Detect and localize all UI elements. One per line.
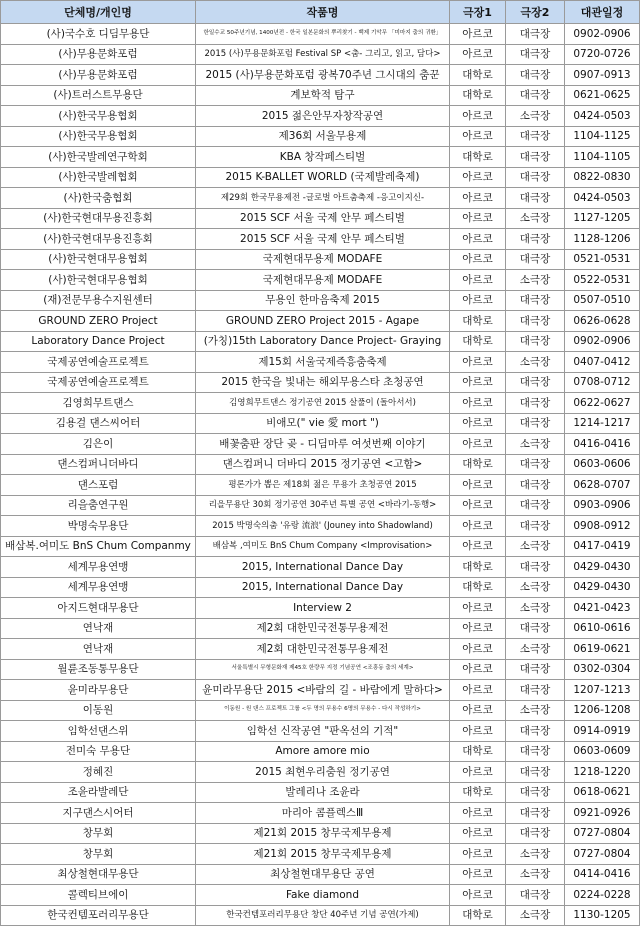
theater-2-cell: 대극장: [506, 167, 565, 188]
theater-1-cell: 대학로: [450, 454, 506, 475]
organization-cell: (사)무용문화포럼: [1, 44, 196, 65]
work-title-cell: 무용인 한마음축제 2015: [196, 290, 450, 311]
organization-cell: 박명숙무용단: [1, 516, 196, 537]
table-row: [1, 454, 640, 475]
table-row: [1, 229, 640, 250]
theater-1-cell: 아르코: [450, 126, 506, 147]
table-row: [1, 782, 640, 803]
work-title-cell: KBA 창작페스티벌: [196, 147, 450, 168]
rental-dates-cell: 1206-1208: [565, 700, 640, 721]
work-title-cell: 제21회 2015 창무국제무용제: [196, 844, 450, 865]
rental-dates-cell: 0603-0609: [565, 741, 640, 762]
table-row: [1, 885, 640, 906]
theater-2-cell: 대극장: [506, 126, 565, 147]
theater-2-cell: 대극장: [506, 85, 565, 106]
theater-2-cell: 소극장: [506, 208, 565, 229]
rental-dates-cell: 1104-1125: [565, 126, 640, 147]
rental-dates-cell: 0610-0616: [565, 618, 640, 639]
header-work-title: 작품명: [196, 1, 450, 24]
rental-dates-cell: 1218-1220: [565, 762, 640, 783]
work-title-cell: 제36회 서울무용제: [196, 126, 450, 147]
organization-cell: 전미숙 무용단: [1, 741, 196, 762]
table-row: [1, 721, 640, 742]
theater-1-cell: 아르코: [450, 229, 506, 250]
work-title-cell: 배삼복 ,여미도 BnS Chum Company <Improvisation>: [196, 536, 450, 557]
rental-dates-cell: 0429-0430: [565, 577, 640, 598]
table-row: [1, 741, 640, 762]
organization-cell: 김은이: [1, 434, 196, 455]
organization-cell: 임학선댄스위: [1, 721, 196, 742]
rental-dates-cell: 0822-0830: [565, 167, 640, 188]
theater-2-cell: 대극장: [506, 721, 565, 742]
organization-cell: 국제공연예술프로젝트: [1, 352, 196, 373]
organization-cell: (사)한국현대무용진흥회: [1, 229, 196, 250]
rental-dates-cell: 1104-1105: [565, 147, 640, 168]
organization-cell: Laboratory Dance Project: [1, 331, 196, 352]
theater-2-cell: 소극장: [506, 598, 565, 619]
theater-1-cell: 아르코: [450, 413, 506, 434]
table-row: [1, 905, 640, 926]
rental-dates-cell: 0727-0804: [565, 823, 640, 844]
organization-cell: (사)한국춤협회: [1, 188, 196, 209]
theater-1-cell: 대학로: [450, 557, 506, 578]
organization-cell: (사)한국무용협회: [1, 106, 196, 127]
theater-1-cell: 대학로: [450, 311, 506, 332]
theater-1-cell: 대학로: [450, 577, 506, 598]
organization-cell: 콜렉티브에이: [1, 885, 196, 906]
organization-cell: 댄스컴퍼니더바디: [1, 454, 196, 475]
theater-1-cell: 아르코: [450, 208, 506, 229]
theater-2-cell: 대극장: [506, 475, 565, 496]
work-title-cell: 국제현대무용제 MODAFE: [196, 270, 450, 291]
theater-2-cell: 대극장: [506, 229, 565, 250]
organization-cell: (사)국수호 디딤무용단: [1, 24, 196, 45]
theater-1-cell: 대학로: [450, 147, 506, 168]
organization-cell: (사)한국현대무용협회: [1, 270, 196, 291]
table-row: [1, 598, 640, 619]
work-title-cell: GROUND ZERO Project 2015 - Agape: [196, 311, 450, 332]
theater-2-cell: 소극장: [506, 352, 565, 373]
theater-2-cell: 대극장: [506, 782, 565, 803]
theater-1-cell: 대학로: [450, 741, 506, 762]
work-title-cell: 제15회 서울국제즉흥춤축제: [196, 352, 450, 373]
theater-2-cell: 대극장: [506, 885, 565, 906]
rental-dates-cell: 1207-1213: [565, 680, 640, 701]
rental-dates-cell: 0619-0621: [565, 639, 640, 660]
rental-dates-cell: 0902-0906: [565, 24, 640, 45]
theater-1-cell: 아르코: [450, 167, 506, 188]
theater-1-cell: 아르코: [450, 372, 506, 393]
organization-cell: 배삼복.여미도 BnS Chum Companmy: [1, 536, 196, 557]
table-row: [1, 393, 640, 414]
theater-1-cell: 아르코: [450, 885, 506, 906]
theater-2-cell: 소극장: [506, 700, 565, 721]
rental-dates-cell: 0417-0419: [565, 536, 640, 557]
table-row: [1, 823, 640, 844]
organization-cell: (사)한국발레연구학회: [1, 147, 196, 168]
rental-dates-cell: 0621-0625: [565, 85, 640, 106]
table-row: [1, 372, 640, 393]
theater-2-cell: 소극장: [506, 106, 565, 127]
rental-dates-cell: 1128-1206: [565, 229, 640, 250]
work-title-cell: 마리아 콤플렉스Ⅲ: [196, 803, 450, 824]
work-title-cell: (가칭)15th Laboratory Dance Project- Graying: [196, 331, 450, 352]
rental-dates-cell: 0302-0304: [565, 659, 640, 680]
organization-cell: (사)한국발레협회: [1, 167, 196, 188]
organization-cell: (재)전문무용수지원센터: [1, 290, 196, 311]
rental-dates-cell: 0708-0712: [565, 372, 640, 393]
theater-1-cell: 아르코: [450, 680, 506, 701]
table-row: [1, 618, 640, 639]
work-title-cell: Amore amore mio: [196, 741, 450, 762]
rental-dates-cell: 0626-0628: [565, 311, 640, 332]
organization-cell: 댄스포럼: [1, 475, 196, 496]
work-title-cell: 2015 (사)무용문화포럼 광복70주년 그시대의 춤꾼: [196, 65, 450, 86]
table-row: [1, 680, 640, 701]
table-row: [1, 167, 640, 188]
table-row: [1, 85, 640, 106]
theater-2-cell: 대극장: [506, 290, 565, 311]
organization-cell: 리을춤연구원: [1, 495, 196, 516]
work-title-cell: 2015 SCF 서울 국제 안무 페스티벌: [196, 229, 450, 250]
work-title-cell: 제2회 대한민국전통무용제전: [196, 639, 450, 660]
rental-dates-cell: 0424-0503: [565, 188, 640, 209]
work-title-cell: 2015, International Dance Day: [196, 577, 450, 598]
work-title-cell: Fake diamond: [196, 885, 450, 906]
table-row: [1, 434, 640, 455]
theater-2-cell: 대극장: [506, 823, 565, 844]
header-organization: 단체명/개인명: [1, 1, 196, 24]
work-title-cell: 2015 (사)무용문화포럼 Festival SP <춤- 그리고, 읽고, 담다>: [196, 44, 450, 65]
table-row: [1, 700, 640, 721]
theater-1-cell: 대학로: [450, 782, 506, 803]
organization-cell: (사)트러스트무용단: [1, 85, 196, 106]
theater-2-cell: 소극장: [506, 434, 565, 455]
table-row: [1, 311, 640, 332]
work-title-cell: 2015 박명숙의춤 '유랑 流浪' (Jouney into Shadowland): [196, 516, 450, 537]
table-row: [1, 659, 640, 680]
organization-cell: 연낙재: [1, 639, 196, 660]
theater-2-cell: 소극장: [506, 844, 565, 865]
organization-cell: 지구댄스시어터: [1, 803, 196, 824]
theater-2-cell: 대극장: [506, 454, 565, 475]
table-row: [1, 639, 640, 660]
organization-cell: 월륜조동통무용단: [1, 659, 196, 680]
theater-1-cell: 대학로: [450, 331, 506, 352]
organization-cell: 아지드현대무용단: [1, 598, 196, 619]
theater-1-cell: 아르코: [450, 434, 506, 455]
organization-cell: 창무회: [1, 844, 196, 865]
table-row: [1, 147, 640, 168]
work-title-cell: 윤미라무용단 2015 <바람의 길 - 바람에게 말하다>: [196, 680, 450, 701]
rental-dates-cell: 0416-0416: [565, 434, 640, 455]
theater-2-cell: 소극장: [506, 864, 565, 885]
organization-cell: 최상철현대무용단: [1, 864, 196, 885]
organization-cell: 세계무용연맹: [1, 557, 196, 578]
organization-cell: (사)무용문화포럼: [1, 65, 196, 86]
theater-2-cell: 대극장: [506, 495, 565, 516]
work-title-cell: 한국컨템포러리무용단 창단 40주년 기념 공연(가제): [196, 905, 450, 926]
theater-1-cell: 아르코: [450, 188, 506, 209]
rental-dates-cell: 0522-0531: [565, 270, 640, 291]
table-row: [1, 106, 640, 127]
theater-1-cell: 아르코: [450, 823, 506, 844]
organization-cell: 김용걸 댄스씨어터: [1, 413, 196, 434]
header-theater-1: 극장1: [450, 1, 506, 24]
table-row: [1, 844, 640, 865]
rental-dates-cell: 0421-0423: [565, 598, 640, 619]
table-row: [1, 290, 640, 311]
work-title-cell: 댄스컴퍼니 더바디 2015 정기공연 <고함>: [196, 454, 450, 475]
theater-2-cell: 대극장: [506, 393, 565, 414]
rental-dates-cell: 0618-0621: [565, 782, 640, 803]
theater-2-cell: 대극장: [506, 249, 565, 270]
theater-1-cell: 아르코: [450, 352, 506, 373]
theater-2-cell: 대극장: [506, 188, 565, 209]
organization-cell: (사)한국무용협회: [1, 126, 196, 147]
theater-1-cell: 아르코: [450, 721, 506, 742]
theater-1-cell: 아르코: [450, 639, 506, 660]
work-title-cell: 2015 K-BALLET WORLD (국제발레축제): [196, 167, 450, 188]
table-row: [1, 557, 640, 578]
table-row: [1, 864, 640, 885]
rental-dates-cell: 0603-0606: [565, 454, 640, 475]
theater-1-cell: 아르코: [450, 844, 506, 865]
header-row: [1, 1, 640, 24]
theater-2-cell: 소극장: [506, 536, 565, 557]
work-title-cell: 최상철현대무용단 공연: [196, 864, 450, 885]
organization-cell: 세계무용연맹: [1, 577, 196, 598]
theater-1-cell: 아르코: [450, 24, 506, 45]
rental-dates-cell: 0622-0627: [565, 393, 640, 414]
work-title-cell: 2015 한국을 빛내는 해외무용스타 초청공연: [196, 372, 450, 393]
table-row: [1, 270, 640, 291]
table-body: [1, 24, 640, 926]
rental-dates-cell: 0414-0416: [565, 864, 640, 885]
theater-2-cell: 대극장: [506, 618, 565, 639]
theater-2-cell: 대극장: [506, 372, 565, 393]
theater-1-cell: 아르코: [450, 536, 506, 557]
theater-1-cell: 아르코: [450, 106, 506, 127]
work-title-cell: 김영희무트댄스 정기공연 2015 살풀이 (돌아서서): [196, 393, 450, 414]
work-title-cell: 2015 젊은안무자창작공연: [196, 106, 450, 127]
rental-dates-cell: 1130-1205: [565, 905, 640, 926]
header-theater-2: 극장2: [506, 1, 565, 24]
theater-1-cell: 아르코: [450, 700, 506, 721]
work-title-cell: 한일수교 50주년기념, 1400년전 - 한국 일본문화의 뿌리찾기 - 백제 기악무 「미마지 춤의 귀환」: [196, 24, 450, 45]
theater-1-cell: 아르코: [450, 270, 506, 291]
theater-2-cell: 대극장: [506, 331, 565, 352]
rental-dates-cell: 0224-0228: [565, 885, 640, 906]
header-rental-dates: 대관일정: [565, 1, 640, 24]
work-title-cell: 서울특별시 무형문화재 제45호 한량무 지정 기념공연 <조흥동 춤의 세계>: [196, 659, 450, 680]
theater-1-cell: 아르코: [450, 290, 506, 311]
rental-dates-cell: 0628-0707: [565, 475, 640, 496]
work-title-cell: 이동원 - 원 댄스 프로젝트 그룹 <두 명의 무용수 6명의 무용수 - 다시 작성하기>: [196, 700, 450, 721]
theater-2-cell: 대극장: [506, 147, 565, 168]
rental-dates-cell: 0429-0430: [565, 557, 640, 578]
work-title-cell: 배꽃춤판 장단 곶 - 디딤마루 여섯번째 이야기: [196, 434, 450, 455]
theater-1-cell: 아르코: [450, 762, 506, 783]
table-row: [1, 495, 640, 516]
table-row: [1, 331, 640, 352]
organization-cell: 연낙재: [1, 618, 196, 639]
rental-dates-cell: 0902-0906: [565, 331, 640, 352]
rental-dates-cell: 0727-0804: [565, 844, 640, 865]
theater-2-cell: 대극장: [506, 741, 565, 762]
theater-2-cell: 소극장: [506, 270, 565, 291]
rental-dates-cell: 0720-0726: [565, 44, 640, 65]
work-title-cell: 리을무용단 30회 정기공연 30주년 특별 공연 <바라기-동행>: [196, 495, 450, 516]
rental-dates-cell: 0424-0503: [565, 106, 640, 127]
table-row: [1, 352, 640, 373]
theater-2-cell: 소극장: [506, 639, 565, 660]
theater-1-cell: 아르코: [450, 516, 506, 537]
table-row: [1, 475, 640, 496]
organization-cell: 이동원: [1, 700, 196, 721]
work-title-cell: 제2회 대한민국전통무용제전: [196, 618, 450, 639]
work-title-cell: 비애모(" vie 愛 mort "): [196, 413, 450, 434]
theater-2-cell: 대극장: [506, 413, 565, 434]
organization-cell: 창무회: [1, 823, 196, 844]
work-title-cell: 발레리나 조윤라: [196, 782, 450, 803]
organization-cell: (사)한국현대무용진흥회: [1, 208, 196, 229]
theater-2-cell: 대극장: [506, 557, 565, 578]
organization-cell: 조윤라발레단: [1, 782, 196, 803]
work-title-cell: 제29회 한국무용제전 -글로벌 아트춤축제 -응고이지신-: [196, 188, 450, 209]
table-row: [1, 126, 640, 147]
theater-1-cell: 아르코: [450, 495, 506, 516]
rental-dates-cell: 0407-0412: [565, 352, 640, 373]
theater-2-cell: 대극장: [506, 659, 565, 680]
table-row: [1, 65, 640, 86]
theater-1-cell: 아르코: [450, 864, 506, 885]
theater-2-cell: 소극장: [506, 577, 565, 598]
table-row: [1, 536, 640, 557]
theater-2-cell: 대극장: [506, 680, 565, 701]
theater-1-cell: 아르코: [450, 803, 506, 824]
work-title-cell: 계보학적 탐구: [196, 85, 450, 106]
work-title-cell: 제21회 2015 창무국제무용제: [196, 823, 450, 844]
table-row: [1, 44, 640, 65]
theater-1-cell: 아르코: [450, 475, 506, 496]
rental-dates-cell: 0907-0913: [565, 65, 640, 86]
work-title-cell: 2015 SCF 서울 국제 안무 페스티벌: [196, 208, 450, 229]
organization-cell: (사)한국현대무용협회: [1, 249, 196, 270]
work-title-cell: 2015 최현우리춤원 정기공연: [196, 762, 450, 783]
work-title-cell: 평론가가 뽑은 제18회 젊은 무용가 초청공연 2015: [196, 475, 450, 496]
theater-2-cell: 대극장: [506, 803, 565, 824]
table-row: [1, 762, 640, 783]
organization-cell: 김영희무트댄스: [1, 393, 196, 414]
theater-1-cell: 아르코: [450, 393, 506, 414]
table-row: [1, 24, 640, 45]
theater-2-cell: 대극장: [506, 311, 565, 332]
work-title-cell: 임학선 신작공연 "판옥선의 기적": [196, 721, 450, 742]
organization-cell: 정혜진: [1, 762, 196, 783]
theater-1-cell: 아르코: [450, 598, 506, 619]
theater-2-cell: 소극장: [506, 905, 565, 926]
theater-1-cell: 아르코: [450, 44, 506, 65]
organization-cell: 한국컨템포러리무용단: [1, 905, 196, 926]
rental-dates-cell: 0903-0906: [565, 495, 640, 516]
rental-dates-cell: 0507-0510: [565, 290, 640, 311]
rental-dates-cell: 0908-0912: [565, 516, 640, 537]
theater-1-cell: 대학로: [450, 85, 506, 106]
table-row: [1, 249, 640, 270]
rental-dates-cell: 0921-0926: [565, 803, 640, 824]
theater-2-cell: 대극장: [506, 762, 565, 783]
work-title-cell: Interview 2: [196, 598, 450, 619]
theater-1-cell: 아르코: [450, 618, 506, 639]
table-row: [1, 188, 640, 209]
table-row: [1, 413, 640, 434]
work-title-cell: 2015, International Dance Day: [196, 557, 450, 578]
organization-cell: 윤미라무용단: [1, 680, 196, 701]
organization-cell: 국제공연예술프로젝트: [1, 372, 196, 393]
table-row: [1, 208, 640, 229]
theater-1-cell: 대학로: [450, 905, 506, 926]
rental-dates-cell: 0914-0919: [565, 721, 640, 742]
theater-2-cell: 대극장: [506, 65, 565, 86]
theater-2-cell: 대극장: [506, 24, 565, 45]
organization-cell: GROUND ZERO Project: [1, 311, 196, 332]
rental-dates-cell: 1127-1205: [565, 208, 640, 229]
theater-1-cell: 아르코: [450, 249, 506, 270]
rental-dates-cell: 1214-1217: [565, 413, 640, 434]
rental-dates-cell: 0521-0531: [565, 249, 640, 270]
table-row: [1, 577, 640, 598]
work-title-cell: 국제현대무용제 MODAFE: [196, 249, 450, 270]
theater-1-cell: 아르코: [450, 659, 506, 680]
table-row: [1, 516, 640, 537]
theater-1-cell: 대학로: [450, 65, 506, 86]
theater-2-cell: 대극장: [506, 44, 565, 65]
theater-2-cell: 대극장: [506, 516, 565, 537]
table-row: [1, 803, 640, 824]
